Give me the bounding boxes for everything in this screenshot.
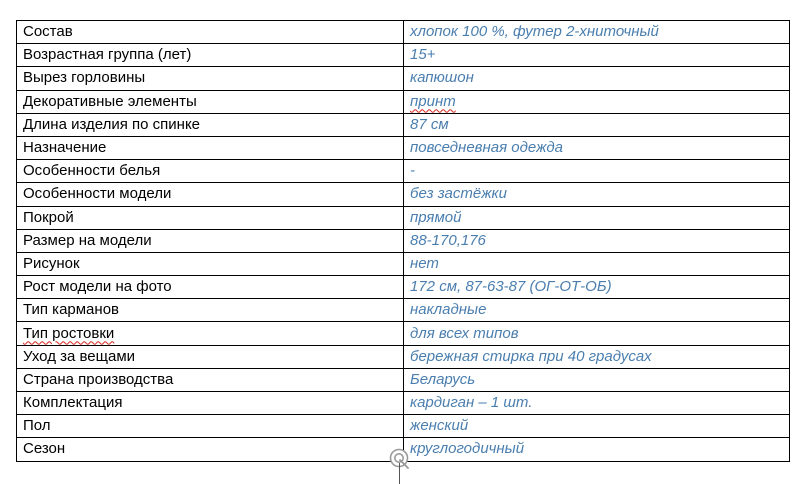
property-name-cell[interactable] xyxy=(17,21,404,44)
property-name: Возрастная группа (лет) xyxy=(23,46,192,64)
property-value: Беларусь xyxy=(410,370,476,388)
property-value-cell[interactable] xyxy=(404,345,790,368)
property-name: Состав xyxy=(23,23,73,41)
property-name-cell[interactable] xyxy=(17,229,404,252)
property-name: Пол xyxy=(23,417,51,435)
property-value-cell[interactable] xyxy=(404,415,790,438)
table-row xyxy=(17,136,790,159)
property-value: - xyxy=(410,162,415,180)
property-value-cell[interactable] xyxy=(404,67,790,90)
property-name-cell[interactable] xyxy=(17,160,404,183)
table-row xyxy=(17,392,790,415)
property-value-cell[interactable] xyxy=(404,90,790,113)
property-value: 15+ xyxy=(410,46,436,64)
table-row xyxy=(17,276,790,299)
property-value-cell[interactable] xyxy=(404,206,790,229)
property-value: прямой xyxy=(410,208,462,226)
property-value: нет xyxy=(410,254,439,272)
property-name: Назначение xyxy=(23,139,107,157)
property-value: повседневная одежда xyxy=(410,139,564,157)
property-value: круглогодичный xyxy=(410,440,525,458)
table-row xyxy=(17,44,790,67)
specifications-table-body xyxy=(17,21,790,462)
property-value-cell[interactable] xyxy=(404,252,790,275)
property-value: 87 см xyxy=(410,115,449,133)
property-name-cell[interactable] xyxy=(17,276,404,299)
table-row xyxy=(17,90,790,113)
property-name-cell[interactable] xyxy=(17,368,404,391)
property-value-cell[interactable] xyxy=(404,299,790,322)
table-row xyxy=(17,206,790,229)
property-value: капюшон xyxy=(410,69,474,87)
table-row xyxy=(17,299,790,322)
table-row xyxy=(17,368,790,391)
property-name-cell[interactable] xyxy=(17,113,404,136)
property-value: принт xyxy=(410,92,456,110)
table-row xyxy=(17,415,790,438)
property-name-cell[interactable] xyxy=(17,67,404,90)
property-value-cell[interactable] xyxy=(404,438,790,461)
property-name-cell[interactable] xyxy=(17,206,404,229)
property-name-cell[interactable] xyxy=(17,392,404,415)
table-row xyxy=(17,113,790,136)
table-row xyxy=(17,183,790,206)
property-value: кардиган – 1 шт. xyxy=(410,394,533,412)
property-name: Рисунок xyxy=(23,254,80,272)
property-name-cell[interactable] xyxy=(17,136,404,159)
property-name-cell[interactable] xyxy=(17,345,404,368)
property-value-cell[interactable] xyxy=(404,44,790,67)
property-value-cell[interactable] xyxy=(404,276,790,299)
property-name-cell[interactable] xyxy=(17,252,404,275)
table-row xyxy=(17,345,790,368)
table-row xyxy=(17,21,790,44)
property-value-cell[interactable] xyxy=(404,229,790,252)
property-value-cell[interactable] xyxy=(404,392,790,415)
property-name: Тип ростовки xyxy=(23,324,115,342)
property-value: 172 см, 87-63-87 (ОГ-ОТ-ОБ) xyxy=(410,278,612,296)
property-name: Тип карманов xyxy=(23,301,119,319)
property-name: Особенности модели xyxy=(23,185,172,203)
table-row xyxy=(17,67,790,90)
property-value: хлопок 100 %, футер 2-хниточный xyxy=(410,23,659,41)
property-value-cell[interactable] xyxy=(404,136,790,159)
property-name-cell[interactable] xyxy=(17,44,404,67)
property-name-cell[interactable] xyxy=(17,438,404,461)
property-name: Сезон xyxy=(23,440,66,458)
specifications-table xyxy=(16,20,790,462)
property-value-cell[interactable] xyxy=(404,21,790,44)
property-value-cell[interactable] xyxy=(404,160,790,183)
property-name-cell[interactable] xyxy=(17,299,404,322)
table-row xyxy=(17,252,790,275)
property-value-cell[interactable] xyxy=(404,322,790,345)
property-name-cell[interactable] xyxy=(17,183,404,206)
property-value: бережная стирка при 40 градусах xyxy=(410,347,652,365)
text-cursor xyxy=(399,463,400,484)
property-name: Покрой xyxy=(23,208,74,226)
property-value: женский xyxy=(410,417,469,435)
property-name: Уход за вещами xyxy=(23,347,136,365)
property-name: Вырез горловины xyxy=(23,69,146,87)
property-name: Особенности белья xyxy=(23,162,161,180)
property-value-cell[interactable] xyxy=(404,368,790,391)
table-row xyxy=(17,322,790,345)
property-name: Рост модели на фото xyxy=(23,278,172,296)
property-name: Размер на модели xyxy=(23,231,152,249)
property-name: Комплектация xyxy=(23,394,123,412)
property-name-cell[interactable] xyxy=(17,415,404,438)
property-value: 88-170,176 xyxy=(410,231,486,249)
property-name: Декоративные элементы xyxy=(23,92,197,110)
property-value-cell[interactable] xyxy=(404,183,790,206)
property-name-cell[interactable] xyxy=(17,322,404,345)
property-name: Страна производства xyxy=(23,370,174,388)
property-value: накладные xyxy=(410,301,487,319)
property-name-cell[interactable] xyxy=(17,90,404,113)
property-name: Длина изделия по спинке xyxy=(23,115,201,133)
property-value-cell[interactable] xyxy=(404,113,790,136)
property-value: без застёжки xyxy=(410,185,507,203)
property-value: для всех типов xyxy=(410,324,519,342)
table-row xyxy=(17,160,790,183)
table-row xyxy=(17,229,790,252)
